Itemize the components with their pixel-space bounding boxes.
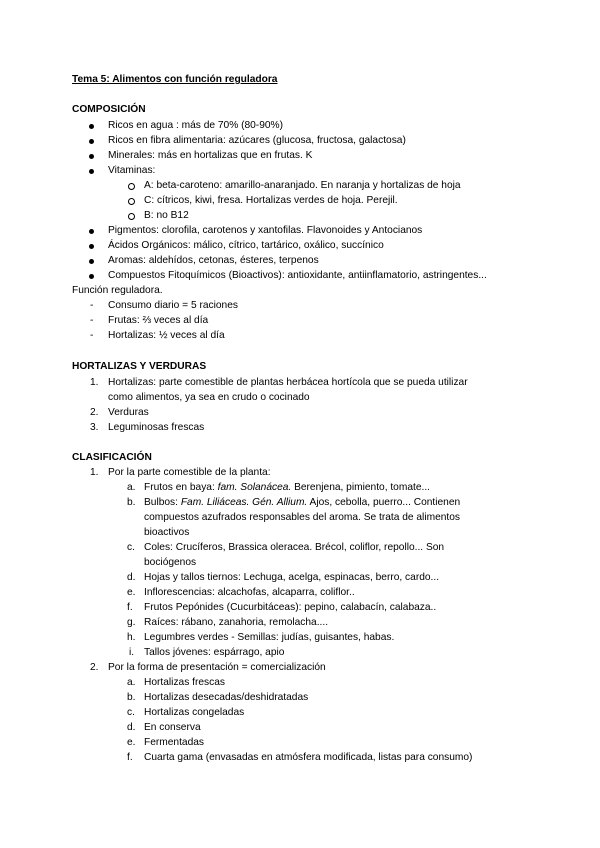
sub-list-item: Cuarta gama (envasadas en atmósfera modificada, listas para consumo) bbox=[144, 752, 473, 763]
sub-list-item: En conserva bbox=[144, 722, 201, 733]
sub-letter: h. bbox=[127, 632, 136, 643]
list-number: 2. bbox=[90, 407, 99, 418]
sub-bullet-icon bbox=[128, 183, 135, 190]
list-item: Hortalizas: ½ veces al día bbox=[108, 330, 225, 341]
page-title: Tema 5: Alimentos con función reguladora bbox=[72, 74, 278, 85]
sub-list-item: Hortalizas frescas bbox=[144, 677, 225, 688]
list-number: 1. bbox=[90, 377, 99, 388]
list-number: 3. bbox=[90, 422, 99, 433]
funcion-label: Función reguladora. bbox=[72, 285, 163, 296]
sub-list-item: Hojas y tallos tiernos: Lechuga, acelga, espinacas, berro, cardo... bbox=[144, 572, 440, 583]
section-heading-composicion: COMPOSICIÓN bbox=[72, 104, 146, 115]
list-number: 1. bbox=[90, 467, 99, 478]
list-item: Compuestos Fitoquímicos (Bioactivos): antioxidante, antiinflamatorio, astringentes... bbox=[108, 270, 487, 281]
sub-list-item: C: cítricos, kiwi, fresa. Hortalizas verdes de hoja. Perejil. bbox=[144, 195, 398, 206]
section-heading-clasificacion: CLASIFICACIÓN bbox=[72, 452, 152, 463]
bullet-icon bbox=[89, 274, 94, 279]
sub-letter: c. bbox=[127, 707, 135, 718]
list-item: Verduras bbox=[108, 407, 149, 418]
sub-list-item: Hortalizas desecadas/deshidratadas bbox=[144, 692, 309, 703]
list-item-cont: como alimentos, ya sea en crudo o cocinado bbox=[108, 392, 310, 403]
list-item: Vitaminas: bbox=[108, 165, 156, 176]
sub-letter: f. bbox=[127, 602, 133, 613]
dash-icon: - bbox=[90, 330, 94, 341]
list-item: Ricos en agua : más de 70% (80-90%) bbox=[108, 120, 283, 131]
sub-letter: g. bbox=[127, 617, 136, 628]
sub-letter: a. bbox=[127, 482, 136, 493]
bullet-icon bbox=[89, 244, 94, 249]
sub-letter: e. bbox=[127, 587, 136, 598]
sub-bullet-icon bbox=[128, 198, 135, 205]
sub-list-item: Frutos Pepónides (Cucurbitáceas): pepino, calabacín, calabaza.. bbox=[144, 602, 437, 613]
sub-list-item: Bulbos: Fam. Liliáceas. Gén. Allium. Ajos, cebolla, puerro... Contienen bbox=[144, 497, 461, 508]
sub-list-item: Frutos en baya: fam. Solanácea. Berenjena, pimiento, tomate... bbox=[144, 482, 430, 493]
bullet-icon bbox=[89, 229, 94, 234]
sub-list-item: Raíces: rábano, zanahoria, remolacha.... bbox=[144, 617, 329, 628]
list-item: Leguminosas frescas bbox=[108, 422, 205, 433]
bullet-icon bbox=[89, 169, 94, 174]
list-item: Por la forma de presentación = comercialización bbox=[108, 662, 326, 673]
list-item: Consumo diario = 5 raciones bbox=[108, 300, 238, 311]
list-item: Ricos en fibra alimentaria: azúcares (glucosa, fructosa, galactosa) bbox=[108, 135, 406, 146]
sub-bullet-icon bbox=[128, 213, 135, 220]
sub-list-item: Fermentadas bbox=[144, 737, 205, 748]
dash-icon: - bbox=[90, 300, 94, 311]
sub-list-item: Legumbres verdes - Semillas: judías, guisantes, habas. bbox=[144, 632, 395, 643]
dash-icon: - bbox=[90, 315, 94, 326]
section-heading-hortalizas: HORTALIZAS Y VERDURAS bbox=[72, 361, 207, 372]
list-item: Ácidos Orgánicos: málico, cítrico, tartárico, oxálico, succínico bbox=[108, 240, 384, 251]
sub-letter: a. bbox=[127, 677, 136, 688]
sub-list-item: Tallos jóvenes: espárrago, apio bbox=[144, 647, 285, 658]
sub-letter: d. bbox=[127, 722, 136, 733]
bullet-icon bbox=[89, 259, 94, 264]
list-number: 2. bbox=[90, 662, 99, 673]
sub-letter: b. bbox=[127, 692, 136, 703]
list-item: Pigmentos: clorofila, carotenos y xantofilas. Flavonoides y Antocianos bbox=[108, 225, 423, 236]
sub-list-item: Inflorescencias: alcachofas, alcaparra, coliflor.. bbox=[144, 587, 355, 598]
list-item: Por la parte comestible de la planta: bbox=[108, 467, 271, 478]
sub-letter: d. bbox=[127, 572, 136, 583]
sub-list-item: A: beta-caroteno: amarillo-anaranjado. En naranja y hortalizas de hoja bbox=[144, 180, 461, 191]
sub-list-item-cont: bioactivos bbox=[144, 527, 190, 538]
list-item: Hortalizas: parte comestible de plantas herbácea hortícola que se pueda utilizar bbox=[108, 377, 468, 388]
list-item: Minerales: más en hortalizas que en frutas. K bbox=[108, 150, 313, 161]
sub-letter: f. bbox=[127, 752, 133, 763]
sub-list-item-cont: compuestos azufrados responsables del aroma. Se trata de alimentos bbox=[144, 512, 460, 523]
sub-list-item: Coles: Crucíferos, Brassica oleracea. Brécol, coliflor, repollo... Son bbox=[144, 542, 445, 553]
sub-list-item-cont: bociógenos bbox=[144, 557, 197, 568]
list-item: Frutas: ⅔ veces al día bbox=[108, 315, 209, 326]
sub-letter: c. bbox=[127, 542, 135, 553]
list-item: Aromas: aldehídos, cetonas, ésteres, terpenos bbox=[108, 255, 319, 266]
sub-letter: b. bbox=[127, 497, 136, 508]
bullet-icon bbox=[89, 139, 94, 144]
sub-letter: i. bbox=[129, 647, 135, 658]
sub-list-item: Hortalizas congeladas bbox=[144, 707, 245, 718]
sub-letter: e. bbox=[127, 737, 136, 748]
bullet-icon bbox=[89, 124, 94, 129]
bullet-icon bbox=[89, 154, 94, 159]
sub-list-item: B: no B12 bbox=[144, 210, 189, 221]
